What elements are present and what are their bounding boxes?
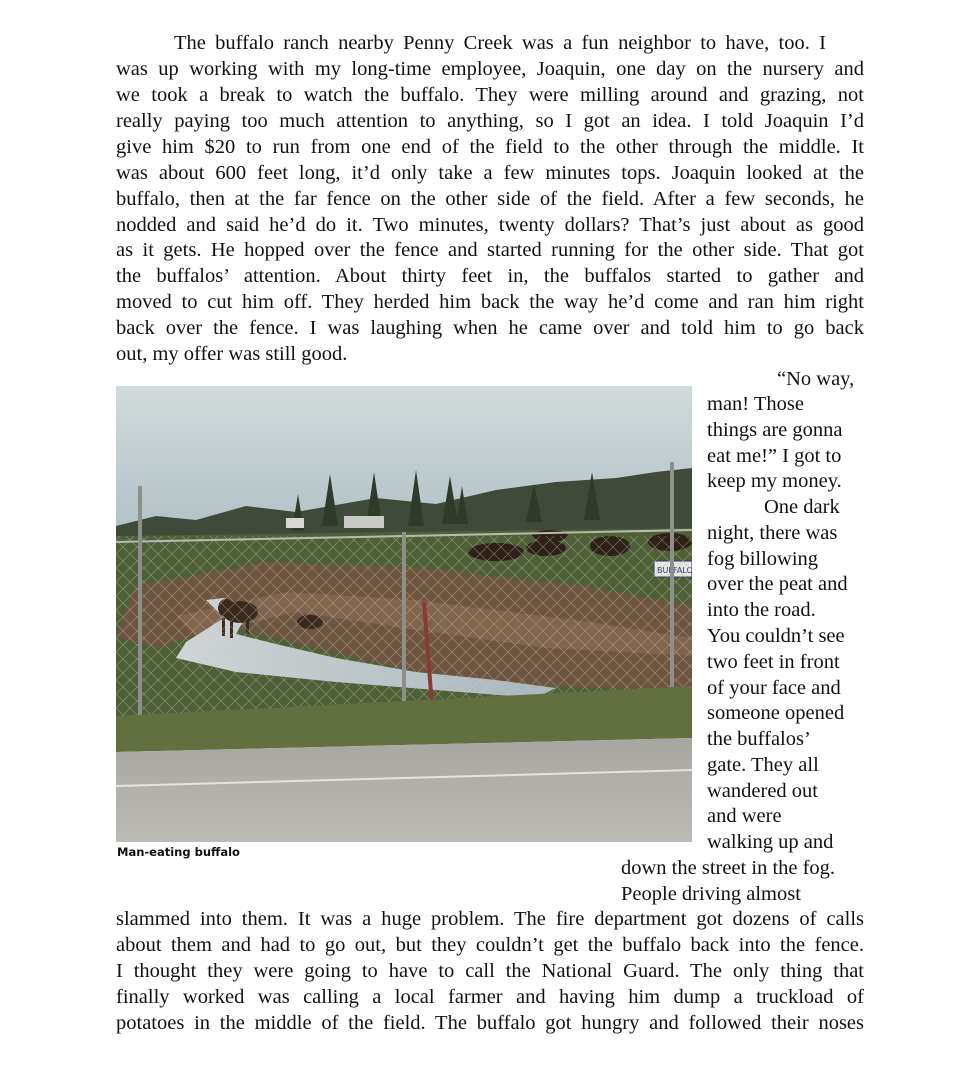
text-line: walking up and — [707, 831, 834, 853]
text-line: slammed into them. It was a huge problem. The fire department got dozens of calls — [116, 908, 864, 930]
text-line: was up working with my long-time employee, Joaquin, one day on the nursery and — [116, 58, 864, 80]
text-line: two feet in front — [707, 651, 840, 673]
text-line: I thought they were going to have to call the National Guard. The only thing that — [116, 960, 864, 982]
text-line: buffalo, then at the far fence on the other side of the field. After a few seconds, he — [116, 188, 864, 210]
text-line: down the street in the fog. — [621, 857, 836, 879]
text-line: give him $20 to run from one end of the field to the other through the middle. It — [116, 136, 864, 158]
text-line: really paying too much attention to anything, so I got an idea. I told Joaquin I’d — [116, 110, 864, 132]
text-line: of your face and — [707, 677, 841, 699]
text-line: gate. They all — [707, 754, 819, 776]
text-line: People driving almost — [621, 883, 801, 905]
photo-caption: Man-eating buffalo — [117, 845, 240, 859]
road — [116, 738, 692, 842]
text-line: The buffalo ranch nearby Penny Creek was a fun neighbor to have, too. I — [174, 32, 826, 54]
text-line: finally worked was calling a local farmer and having him dump a truckload of — [116, 986, 864, 1008]
text-line: You couldn’t see — [707, 625, 845, 647]
text-line: back over the fence. I was laughing when he came over and told him to go back — [116, 317, 864, 339]
text-line: fog billowing — [707, 548, 819, 570]
text-line: nodded and said he’d do it. Two minutes, twenty dollars? That’s just about as good — [116, 214, 864, 236]
text-line: into the road. — [707, 599, 816, 621]
text-line: the buffalos’ — [707, 728, 811, 750]
text-line: eat me!” I got to — [707, 445, 842, 467]
text-line: wandered out — [707, 780, 818, 802]
text-line: someone opened — [707, 702, 845, 724]
text-line: the buffalos’ attention. About thirty feet in, the buffalos started to gather and — [116, 265, 864, 287]
text-line: over the peat and — [707, 573, 848, 595]
text-line: things are gonna — [707, 419, 843, 441]
text-line: was about 600 feet long, it’d only take a few minutes tops. Joaquin looked at the — [116, 162, 864, 184]
text-line: man! Those — [707, 393, 804, 415]
text-line: as it gets. He hopped over the fence and started running for the other side. That got — [116, 239, 864, 261]
buffalo-photo — [116, 386, 692, 842]
text-line: keep my money. — [707, 470, 842, 492]
text-line: potatoes in the middle of the field. The buffalo got hungry and followed their noses — [116, 1012, 864, 1034]
text-line: we took a break to watch the buffalo. They were milling around and grazing, not — [116, 84, 864, 106]
text-line: moved to cut him off. They herded him back the way he’d come and ran him right — [116, 291, 864, 313]
text-line: out, my offer was still good. — [116, 343, 348, 365]
text-line: “No way, — [777, 368, 855, 390]
text-line: One dark — [764, 496, 840, 518]
text-line: about them and had to go out, but they couldn’t get the buffalo back into the fence. — [116, 934, 864, 956]
text-line: night, there was — [707, 522, 838, 544]
text-line: and were — [707, 805, 782, 827]
